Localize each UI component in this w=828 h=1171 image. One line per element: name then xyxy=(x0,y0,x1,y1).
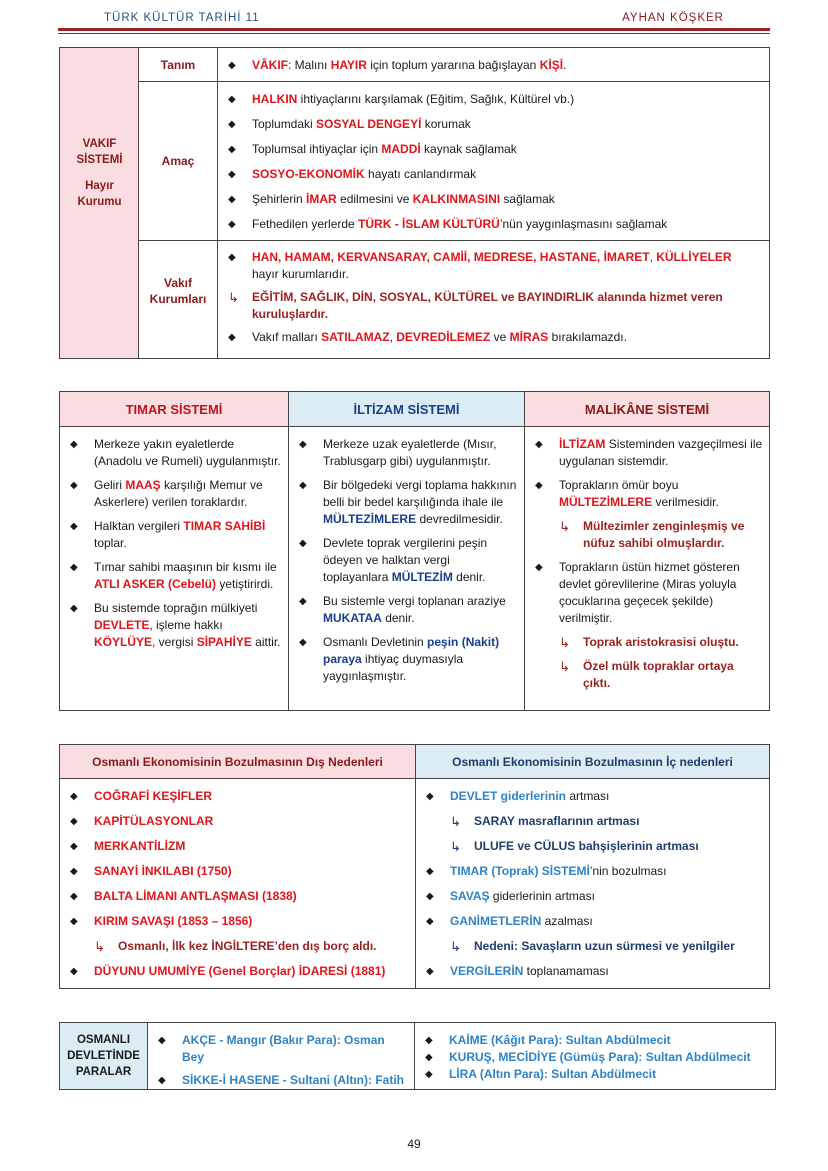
iltizam-item: ◆ Osmanlı Devletinin peşin (Nakit) paraya ihtiyaç duymasıyla yaygınlaşmıştır. xyxy=(299,635,500,683)
timar-title: TIMAR SİSTEMİ xyxy=(60,392,288,427)
arrow-bullet-icon: ↳ xyxy=(450,814,461,829)
currency-title-2: DEVLETİNDE xyxy=(67,1050,140,1062)
tanim-label: Tanım xyxy=(139,48,218,81)
kurum-item: ◆ Vakıf malları SATILAMAZ, DEVREDİLEMEZ ve MİRAS bırakılamazdı. xyxy=(228,330,627,344)
diamond-bullet-icon: ◆ xyxy=(535,562,543,573)
diamond-bullet-icon: ◆ xyxy=(70,866,78,877)
malikane-item: ◆ Toprakların üstün hizmet gösteren devlet görevlilerine (Miras yoluyla çocuklarına geçecek şekilde) verilmiştir. xyxy=(535,560,740,625)
diamond-bullet-icon: ◆ xyxy=(70,891,78,902)
malikane-subitem: ↳ Mültezimler zenginleşmiş ve nüfuz sahibi olmuşlardır. xyxy=(559,519,745,550)
timar-item: ◆ Tımar sahibi maaşının bir kısmı ile ATLI ASKER (Cebelü) yetiştirirdi. xyxy=(70,560,277,591)
header-rule-thick xyxy=(58,28,770,31)
timar-item: ◆ Geliri MAAŞ karşılığı Memur ve Askerlere) verilen toraklardır. xyxy=(70,478,263,509)
malikane-item: ◆ Toprakların ömür boyu MÜLTEZİMLERE verilmesidir. xyxy=(535,478,719,509)
vakif-title-cell xyxy=(60,48,139,358)
diamond-bullet-icon: ◆ xyxy=(70,603,78,614)
amac-item: ◆ Toplumdaki SOSYAL DENGEYİ korumak xyxy=(228,117,471,131)
iltizam-column xyxy=(288,392,524,710)
header-rule-thin xyxy=(58,33,770,34)
external-cause-item: ◆ KAPİTÜLASYONLAR xyxy=(70,814,214,828)
diamond-bullet-icon: ◆ xyxy=(228,94,236,105)
iltizam-item: ◆ Merkeze uzak eyaletlerde (Mısır, Trablusgarp gibi) uygulanmıştır. xyxy=(299,437,497,468)
timar-item: ◆ Bu sistemde toprağın mülkiyeti DEVLETE, işleme hakkı KÖYLÜYE, vergisi SİPAHİYE aittir. xyxy=(70,601,281,649)
diamond-bullet-icon: ◆ xyxy=(426,866,434,877)
internal-causes-title: Osmanlı Ekonomisinin Bozulmasının İç nedenleri xyxy=(416,745,769,779)
kurum-row xyxy=(139,241,769,358)
diamond-bullet-icon: ◆ xyxy=(299,538,307,549)
diamond-bullet-icon: ◆ xyxy=(70,521,78,532)
vakif-title-1: VAKIF xyxy=(82,138,117,150)
malikane-item: ◆ İLTİZAM Sisteminden vazgeçilmesi ile uygulanan sistemdir. xyxy=(535,437,763,468)
diamond-bullet-icon: ◆ xyxy=(426,966,434,977)
amac-item: ◆ HALKIN ihtiyaçlarını karşılamak (Eğitim, Sağlık, Kültürel vb.) xyxy=(228,92,575,106)
arrow-bullet-icon: ↳ xyxy=(450,939,461,954)
diamond-bullet-icon: ◆ xyxy=(228,144,236,155)
internal-causes-column xyxy=(415,745,769,988)
arrow-bullet-icon: ↳ xyxy=(450,839,461,854)
external-cause-item: ◆ KIRIM SAVAŞI (1853 – 1856) xyxy=(70,914,253,928)
diamond-bullet-icon: ◆ xyxy=(228,194,236,205)
amac-item: ◆ Şehirlerin İMAR edilmesini ve KALKINMASINI sağlamak xyxy=(228,192,555,206)
internal-cause-subitem: ↳ SARAY masraflarının artması xyxy=(450,814,640,829)
internal-cause-item: ◆ GANİMETLERİN azalması xyxy=(426,914,593,928)
land-systems-table xyxy=(59,391,770,711)
currency-title-1: OSMANLI xyxy=(76,1034,131,1046)
currency-item: ◆ KAİME (Kâğıt Para): Sultan Abdülmecit xyxy=(425,1033,671,1047)
tanim-row xyxy=(139,48,769,82)
arrow-bullet-icon: ↳ xyxy=(559,519,570,534)
kurum-subitem: ↳ EĞİTİM, SAĞLIK, DİN, SOSYAL, KÜLTÜREL ve BAYINDIRLIK alanında hizmet veren kuruluşlardır. xyxy=(228,290,723,321)
malikane-subitem: ↳ Toprak aristokrasisi oluştu. xyxy=(559,635,739,650)
diamond-bullet-icon: ◆ xyxy=(535,480,543,491)
diamond-bullet-icon: ◆ xyxy=(70,562,78,573)
external-cause-item: ◆ COĞRAFİ KEŞİFLER xyxy=(70,789,213,803)
diamond-bullet-icon: ◆ xyxy=(70,439,78,450)
diamond-bullet-icon: ◆ xyxy=(425,1052,433,1063)
kurum-label: Vakıf Kurumları xyxy=(139,241,218,358)
currency-column-2 xyxy=(415,1023,775,1089)
diamond-bullet-icon: ◆ xyxy=(299,480,307,491)
diamond-bullet-icon: ◆ xyxy=(425,1035,433,1046)
arrow-bullet-icon: ↳ xyxy=(94,939,105,954)
arrow-bullet-icon: ↳ xyxy=(559,659,570,674)
diamond-bullet-icon: ◆ xyxy=(228,252,236,263)
currency-item: ◆ AKÇE - Mangır (Bakır Para): Osman Bey xyxy=(158,1033,385,1064)
diamond-bullet-icon: ◆ xyxy=(299,637,307,648)
diamond-bullet-icon: ◆ xyxy=(70,480,78,491)
currency-item: ◆ KURUŞ, MECİDİYE (Gümüş Para): Sultan Abdülmecit xyxy=(425,1050,751,1064)
iltizam-item: ◆ Devlete toprak vergilerini peşin ödeyen ve halktan vergi toplayanlara MÜLTEZİM denir. xyxy=(299,536,488,584)
diamond-bullet-icon: ◆ xyxy=(228,332,236,343)
vakif-title-2: SİSTEMİ xyxy=(76,154,123,166)
external-cause-item: ◆ MERKANTİLİZM xyxy=(70,839,186,853)
diamond-bullet-icon: ◆ xyxy=(425,1069,433,1080)
internal-cause-item: ◆ VERGİLERİN toplanamaması xyxy=(426,964,609,978)
diamond-bullet-icon: ◆ xyxy=(228,169,236,180)
currency-title-cell xyxy=(60,1023,148,1089)
book-title: TÜRK KÜLTÜR TARİHİ 11 xyxy=(104,12,260,24)
iltizam-item: ◆ Bu sistemle vergi toplanan araziye MUKATAA denir. xyxy=(299,594,506,625)
diamond-bullet-icon: ◆ xyxy=(426,891,434,902)
internal-cause-item: ◆ DEVLET giderlerinin artması xyxy=(426,789,610,803)
timar-item: ◆ Halktan vergileri TIMAR SAHİBİ toplar. xyxy=(70,519,266,550)
page-number: 49 xyxy=(407,1137,421,1151)
diamond-bullet-icon: ◆ xyxy=(70,841,78,852)
diamond-bullet-icon: ◆ xyxy=(158,1035,166,1046)
external-causes-title: Osmanlı Ekonomisinin Bozulmasının Dış Nedenleri xyxy=(60,745,415,779)
vakif-title-4: Kurumu xyxy=(77,196,122,208)
vakif-table xyxy=(59,47,770,359)
currency-item: ◆ SİKKE-İ HASENE - Sultani (Altın): Fatih xyxy=(158,1073,404,1087)
external-cause-item: ◆ BALTA LİMANI ANTLAŞMASI (1838) xyxy=(70,889,297,903)
external-cause-subitem: ↳ Osmanlı, İlk kez İNGİLTERE’den dış borç aldı. xyxy=(94,939,377,954)
internal-cause-item: ◆ SAVAŞ giderlerinin artması xyxy=(426,889,595,903)
internal-cause-subitem: ↳ ULUFE ve CÜLUS bahşişlerinin artması xyxy=(450,839,699,854)
diamond-bullet-icon: ◆ xyxy=(299,439,307,450)
amac-item: ◆ Toplumsal ihtiyaçlar için MADDİ kaynak sağlamak xyxy=(228,142,517,156)
external-causes-column xyxy=(60,745,415,988)
iltizam-item: ◆ Bir bölgedeki vergi toplama hakkının belli bir bedel karşılığında ihale ile MÜLTEZİMLERE devredilmesidir. xyxy=(299,478,517,526)
economy-decline-table xyxy=(59,744,770,989)
diamond-bullet-icon: ◆ xyxy=(70,966,78,977)
arrow-bullet-icon: ↳ xyxy=(559,635,570,650)
diamond-bullet-icon: ◆ xyxy=(426,791,434,802)
diamond-bullet-icon: ◆ xyxy=(70,816,78,827)
external-cause-item: ◆ DÜYUNU UMUMİYE (Genel Borçlar) İDARESİ (1881) xyxy=(70,964,386,978)
currency-title-3: PARALAR xyxy=(75,1066,132,1078)
amac-item: ◆ Fethedilen yerlerde TÜRK - İSLAM KÜLTÜRÜ’nün yaygınlaşmasını sağlamak xyxy=(228,217,668,231)
amac-item: ◆ SOSYO-EKONOMİK hayatı canlandırmak xyxy=(228,167,477,181)
malikane-subitem: ↳ Özel mülk topraklar ortaya çıktı. xyxy=(559,659,734,690)
external-cause-item: ◆ SANAYİ İNKILABI (1750) xyxy=(70,864,232,878)
diamond-bullet-icon: ◆ xyxy=(70,791,78,802)
diamond-bullet-icon: ◆ xyxy=(426,916,434,927)
arrow-bullet-icon: ↳ xyxy=(228,290,239,305)
currency-item: ◆ LİRA (Altın Para): Sultan Abdülmecit xyxy=(425,1067,657,1081)
diamond-bullet-icon: ◆ xyxy=(158,1075,166,1086)
timar-item: ◆ Merkeze yakın eyaletlerde (Anadolu ve Rumeli) uygulanmıştır. xyxy=(70,437,281,468)
currency-table xyxy=(59,1022,776,1090)
timar-column xyxy=(60,392,288,710)
amac-row xyxy=(139,82,769,241)
diamond-bullet-icon: ◆ xyxy=(228,219,236,230)
diamond-bullet-icon: ◆ xyxy=(228,119,236,130)
author-name: AYHAN KÖŞKER xyxy=(622,12,724,24)
tanim-item: ◆ VÂKIF: Malını HAYIR için toplum yararına bağışlayan KİŞİ. xyxy=(228,58,567,72)
iltizam-title: İLTİZAM SİSTEMİ xyxy=(289,392,524,427)
diamond-bullet-icon: ◆ xyxy=(228,60,236,71)
internal-cause-subitem: ↳ Nedeni: Savaşların uzun sürmesi ve yenilgiler xyxy=(450,939,735,954)
diamond-bullet-icon: ◆ xyxy=(299,596,307,607)
currency-column-1 xyxy=(148,1023,415,1089)
internal-cause-item: ◆ TIMAR (Toprak) SİSTEMİ’nin bozulması xyxy=(426,864,667,878)
vakif-title-3: Hayır xyxy=(85,180,114,192)
diamond-bullet-icon: ◆ xyxy=(535,439,543,450)
malikane-column xyxy=(524,392,769,710)
diamond-bullet-icon: ◆ xyxy=(70,916,78,927)
malikane-title: MALİKÂNE SİSTEMİ xyxy=(525,392,769,427)
kurum-item: ◆ HAN, HAMAM, KERVANSARAY, CAMİİ, MEDRESE, HASTANE, İMARET, KÜLLİYELER hayır kurumlarıdır. xyxy=(228,250,732,281)
amac-label: Amaç xyxy=(139,82,218,240)
